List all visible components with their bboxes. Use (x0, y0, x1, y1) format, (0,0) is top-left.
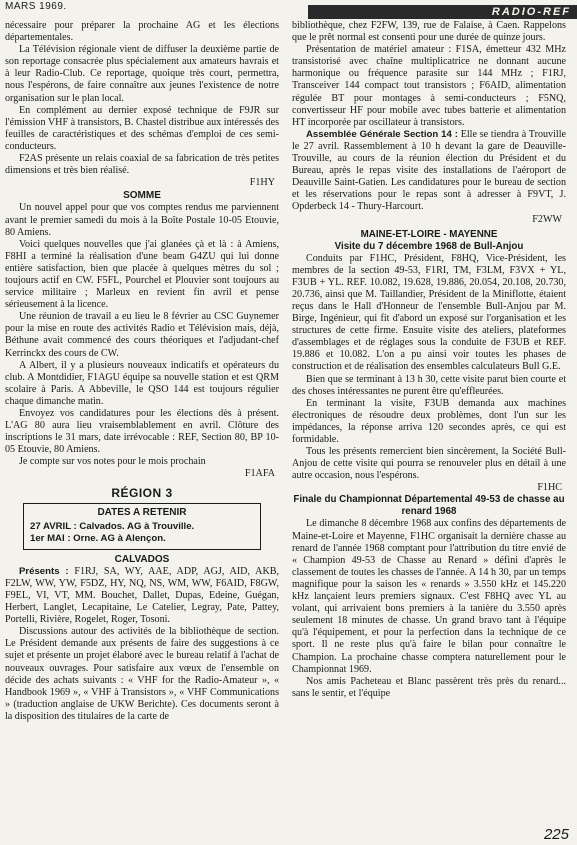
paragraph: A Albert, il y a plusieurs nouveaux indicatifs et opérateurs du club. A Montdidier, F1AGU équipe sa nouvelle station et est QRM scolaire à Paris. A Abbeville, le QSO 144 est toujours régulier chaque dimanche matin. (5, 359, 279, 407)
paragraph: nécessaire pour préparer la prochaine AG et les élections départementales. (5, 20, 279, 44)
signature: F1HC (537, 482, 562, 494)
signature: F1HY (249, 177, 275, 189)
presents-label: Présents : (19, 565, 69, 577)
paragraph: Voici quelques nouvelles que j'ai glanées çà et là : à Amiens, F8HI a terminé la réalisation d'une beam G4ZU qui lui donne entière satisfaction, bien que placée à quelques mètres du sol ; toujours actif en CW. F5FL, Pourchel et Plouvier sont toujours au service militaire ; Marleux en revient fin avril et pense sérieusement à la licence. (5, 238, 279, 311)
paragraph: Nos amis Pacheteau et Blanc passèrent très près du renard... sans le sentir, et l'équipe (292, 675, 566, 699)
paragraph-presents (5, 566, 279, 626)
page-number: 225 (543, 826, 569, 843)
presents-list: F1RJ, SA, WY, AAE, ADP, AGJ, AID, AKB, F2LW, WW, YW, F5DZ, HY, NQ, NS, WM, WW, F6AID, F8GW, F9EL, VI, VT, MM. Bouchet, Dallet, Dupas, Edeine, Guégan, Herbert, Langlet, Lecapitaine, Le Catelier, Legray, Pate, Pattey, Portelli, Rivière, Rogelet, Roger, Tosoni. (5, 565, 279, 626)
issue-date: MARS 1969. (5, 1, 67, 12)
signature: F1AFA (244, 468, 275, 480)
visit-subtitle: Visite du 7 décembre 1968 de Bull-Anjou (334, 240, 524, 252)
ag-text: Elle se tiendra à Trouville le 27 avril. Rassemblement à 10 h devant la gare de Deauville-Trouville, au cours de la réunion élection du Président et du Bureau, après le repas visite des installations de l'aéroport de Deauville Saint-Gatien. Les candidatures pour le bureau de section et les réservations pour le repas sont à adresser à F9VT, J. Opderbeck 14 - Thury-Harcourt. (292, 128, 566, 213)
paragraph: Je compte sur vos notes pour le mois prochain (19, 456, 206, 468)
section-title-somme: SOMME (123, 190, 161, 202)
region-title: RÉGION 3 (111, 485, 173, 500)
paragraph: Tous les présents remercient bien sincèrement, la Société Bull-Anjou de cette visite qui pourra se renouveler plus en détail à une autre occasion, nous l'espérons. (292, 446, 566, 482)
paragraph: En complément au dernier exposé technique de F9JR sur l'émission VHF à transistors, B. Chastel distribue aux intéressés des feuilles de caractéristiques et des schémas d'emploi de ces semi-conducteurs. (5, 104, 279, 152)
paragraph: Un nouvel appel pour que vos comptes rendus me parviennent avant le premier samedi du mois à la Boîte Postale 10-05 Etouvie, 80 Amiens. (5, 202, 279, 238)
paragraph: Discussions autour des activités de la bibliothèque de section. Le Président demande aux présents de faire des suggestions à ce sujet et présente un projet élaboré avec le bureau relatif à l'achat de nouveaux ouvrages. Pour satisfaire aux vœux de l'ensemble on décide des achats suivants : « VHF for the Radio-Amateur », « Handbook 1969 », « VHF à Transistors », « VHF Communications » (traduction anglaise de UKW Berichte). Ces documents seront à la disposition des titulaires de la carte de (5, 626, 279, 722)
ag-lead: Assemblée Générale Section 14 : (306, 128, 458, 140)
paragraph: En terminant la visite, F3UB demanda aux machines électroniques de résoudre deux problèmes, dont l'un sur les impédances, la réponse arriva 120 secondes après, ce qui est formidable. (292, 397, 566, 445)
signature: F2WW (532, 213, 562, 225)
journal-name: RADIO-REF (491, 6, 571, 18)
finale-title: Finale du Championnat Départemental 49-53 de chasse au renard 1968 (293, 494, 565, 518)
date-entry: 1er MAI : Orne. AG à Alençon. (30, 532, 166, 544)
paragraph: Une réunion de travail a eu lieu le 8 février au CSC Guynemer pour la mise en route des activités Radio et Télévision mais, déjà, Béthune avait commencé des cours théoriques et l'adjudant-chef Kerrinckx des cours de CW. (5, 311, 279, 359)
paragraph: bibliothèque, chez F2FW, 139, rue de Falaise, à Caen. Rappelons que le prêt normal est consenti pour une durée de quinze jours. (292, 20, 566, 44)
paragraph: Conduits par F1HC, Président, F8HQ, Vice-Président, les membres de la section 49-53, F1RI, TM, F3LM, F3VX + YL, F3UB + YL. REF. 10.082, 19.628, 19.886, 20.054, 20.108, 20.730, 20.736, ainsi que M. Taillandier, Président de la Miniflotte, étaient reçus dans le Hall d'Honneur de l'ensemble Bull-Anjou par M. Birge, Ingénieur, qui fit d'abord un exposé sur l'organisation et les structures de cette firme. Ensuite visite des ateliers, plateformes d'assemblages et de réglages sous la conduite de F3UB et REF. 19.886 et 10.082. L'on a pu ainsi voir toutes les phases de construction et de réalisation des ensembles calculateurs Bull G.E. (292, 252, 566, 373)
paragraph: Présentation de matériel amateur : F1SA, émetteur 432 MHz transistorisé avec chaîne multiplicatrice ne donnant aucune harmonique ou fréquence parasite sur 144 MHz ; F1RJ, Transceiver 144 compact tout transistors ; F6AID, alimentation régulée BT pour montages à semi-conducteurs ; F5NQ, convertisseur HF pour mobile avec tubes batterie et alimentation HT incorporée par oscillateur à transistors. (292, 44, 566, 128)
date-entry: 27 AVRIL : Calvados. AG à Trouville. (30, 520, 195, 532)
paragraph: F2AS présente un relais coaxial de sa fabrication de très petites dimensions et très bien réalisé. (5, 153, 279, 177)
paragraph-ag (292, 129, 566, 214)
section-title-calvados: CALVADOS (114, 553, 170, 565)
paragraph: La Télévision régionale vient de diffuser la deuxième partie de son reportage consacrée plus spécialement aux amateurs havrais et à leur Radio-Club. Ce reportage, quoique très court, permettra, nous l'espérons, de faire connaître aux jeunes l'existence de notre organisation sur le plan local. (5, 44, 279, 104)
paragraph: Bien que se terminant à 13 h 30, cette visite parut bien courte et des choses intéressantes ne purent être qu'effleurées. (292, 373, 566, 397)
paragraph: Envoyez vos candidatures pour les élections dès à présent. L'AG 80 aura lieu vraisemblablement en avril. Clôture des inscriptions le 31 mars, date irrévocable : REF, Section 80, BP 10-05 Etouvie, 80 Amiens. (5, 408, 279, 456)
right-column (292, 20, 566, 700)
left-column (5, 20, 279, 723)
paragraph: Le dimanche 8 décembre 1968 aux confins des départements de Maine-et-Loire et Mayenne, F1HC organisait la dernière chasse au renard de l'année 1968 comptant pour l'attribution du titre envié de « Champion 49-53 de Chasse au Renard » défini d'après le classement de toutes les chasses de l'année. A 14 h 30, par un temps magnifique pour la saison les « renards » 3.550 kHz et 145.220 kHz lançaient leurs premiers signaux. C'est F8HQ avec YL au volant, qui arrivaient bons premiers à la tanière du 3.550 après seulement 18 minutes de chasse. Un grand bravo tant à l'équipe qu'à l'équipement, et pour la perfection dans la technique de ce sport. Il ne reste plus qu'à faire le bilan pour connaître le Champion. La prochaine chasse comptera naturellement pour le Championnat 1969. (292, 518, 566, 675)
journal-banner (308, 5, 577, 19)
dates-box-title: DATES A RETENIR (97, 506, 187, 518)
dates-box (23, 503, 261, 550)
section-title-maine-et-loire: MAINE-ET-LOIRE - MAYENNE (360, 228, 498, 240)
page-header (0, 0, 577, 20)
